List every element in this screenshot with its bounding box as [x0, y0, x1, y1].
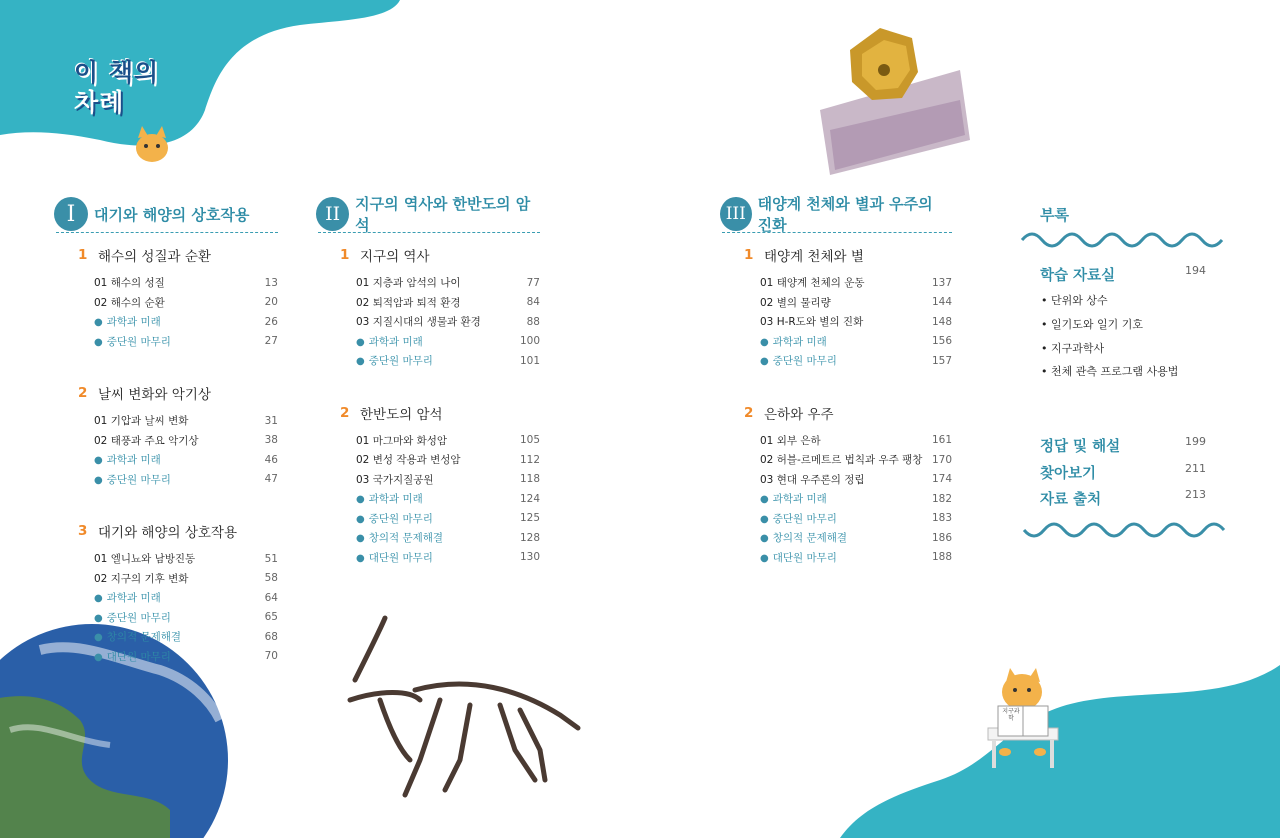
- section-title: 대기와 해양의 상호작용: [94, 205, 250, 224]
- chapter-number: 1: [78, 247, 88, 263]
- toc-entry[interactable]: ● 중단원 마무리 183: [760, 509, 952, 529]
- toc-entry[interactable]: ● 중단원 마무리 157: [760, 351, 952, 371]
- toc-entry[interactable]: ● 과학과 미래 124: [356, 489, 540, 509]
- telescope-image: [820, 28, 970, 175]
- toc-entry[interactable]: ● 대단원 마무리 130: [356, 548, 540, 568]
- appendix-top-wave: [1022, 234, 1222, 246]
- chapter-title: 한반도의 암석: [360, 406, 443, 423]
- toc-entry[interactable]: ● 과학과 미래 182: [760, 489, 952, 509]
- toc-entry[interactable]: 03 현대 우주론의 정립 174: [760, 473, 952, 486]
- toc-entry[interactable]: ● 과학과 미래 26: [94, 312, 278, 332]
- toc-entry[interactable]: 01 외부 은하 161: [760, 434, 952, 447]
- appendix-bottom-wave: [1024, 524, 1224, 536]
- toc-entry[interactable]: 02 지구의 기후 변화 58: [94, 572, 278, 585]
- page-title: [74, 58, 159, 118]
- toc-entry[interactable]: ● 대단원 마무리 70: [94, 647, 278, 667]
- toc-entry[interactable]: 03 국가지질공원 118: [356, 473, 540, 486]
- toc-entry[interactable]: 01 엘니뇨와 남방진동 51: [94, 552, 278, 566]
- title-line-2: 차례: [74, 88, 125, 117]
- chapter: [318, 401, 540, 568]
- chapter-number: 3: [78, 523, 88, 539]
- toc-entry[interactable]: 01 지층과 암석의 나이 77: [356, 276, 540, 290]
- toc-entry[interactable]: ● 창의적 문제해결 186: [760, 528, 952, 548]
- toc-entry[interactable]: 02 허블-르메트르 법칙과 우주 팽창 170: [760, 453, 952, 467]
- appendix-bullet: • 단위와 상수: [1041, 292, 1108, 308]
- section-2: [318, 195, 540, 567]
- toc-entry[interactable]: ● 창의적 문제해결 128: [356, 528, 540, 548]
- toc-entry[interactable]: ● 중단원 마무리 27: [94, 332, 278, 352]
- section-numeral: III: [720, 197, 752, 231]
- toc-entry[interactable]: ● 과학과 미래 100: [356, 332, 540, 352]
- toc-entry[interactable]: 02 별의 물리량 144: [760, 296, 952, 309]
- chapter: [722, 243, 952, 371]
- dinosaur-skeleton-image: [350, 618, 578, 795]
- chapter: [56, 243, 278, 351]
- section-1: [56, 198, 278, 666]
- chapter: [722, 401, 952, 568]
- book-cover-text: 지구과학: [1002, 708, 1020, 722]
- chapter: [318, 243, 540, 371]
- toc-entry[interactable]: ● 중단원 마무리 65: [94, 608, 278, 628]
- chapter-title: 태양계 천체와 별: [764, 249, 864, 265]
- appendix-study-link[interactable]: 학습 자료실 194: [1040, 264, 1206, 284]
- toc-entry[interactable]: 03 H-R도와 별의 진화 148: [760, 315, 952, 329]
- chapter-number: 2: [78, 385, 88, 401]
- chapter-number: 2: [744, 404, 754, 421]
- toc-entry[interactable]: ● 과학과 미래 64: [94, 588, 278, 608]
- toc-entry[interactable]: 03 지질시대의 생물과 환경 88: [356, 315, 540, 329]
- toc-entry[interactable]: 01 마그마와 화성암 105: [356, 434, 540, 447]
- appendix-bullet: • 일기도와 일기 기호: [1041, 316, 1143, 332]
- toc-entry[interactable]: ● 창의적 문제해결 68: [94, 627, 278, 647]
- toc-entry[interactable]: 02 태풍과 주요 악기상 38: [94, 434, 278, 447]
- appendix-sources-link[interactable]: 자료 출처 213: [1040, 488, 1206, 508]
- section-title: 지구의 역사와 한반도의 암석: [355, 195, 531, 234]
- section-header: [722, 195, 952, 234]
- appendix-index-link[interactable]: 찾아보기 211: [1040, 462, 1206, 482]
- toc-entry[interactable]: ● 중단원 마무리 101: [356, 351, 540, 371]
- section-title: 태양계 천체와 별과 우주의 진화: [757, 195, 933, 234]
- toc-entry[interactable]: 02 퇴적암과 퇴적 환경 84: [356, 296, 540, 309]
- chapter-title: 지구의 역사: [360, 249, 430, 265]
- toc-entry[interactable]: ● 중단원 마무리 125: [356, 509, 540, 529]
- toc-entry[interactable]: ● 과학과 미래 156: [760, 332, 952, 352]
- top-left-wave: [0, 0, 400, 146]
- section-header: [56, 198, 278, 233]
- chapter-number: 2: [340, 404, 350, 421]
- section-numeral: II: [316, 197, 349, 231]
- chapter: [56, 519, 278, 666]
- toc-entry[interactable]: ● 대단원 마무리 188: [760, 548, 952, 568]
- toc-entry[interactable]: 02 변성 작용과 변성암 112: [356, 453, 540, 467]
- appendix-title: 부록: [1040, 206, 1069, 224]
- chapter-title: 날씨 변화와 악기상: [98, 387, 211, 403]
- appendix-answers-link[interactable]: 정답 및 해설 199: [1040, 435, 1206, 455]
- appendix-bullet: • 지구과학사: [1041, 340, 1104, 356]
- chapter-title: 은하와 우주: [764, 406, 834, 423]
- title-line-1: 이 책의: [74, 58, 160, 87]
- toc-entry[interactable]: ● 과학과 미래 46: [94, 450, 278, 470]
- chapter: [56, 381, 278, 489]
- toc-entry[interactable]: 02 해수의 순환 20: [94, 296, 278, 309]
- toc-entry[interactable]: 01 기압과 날씨 변화 31: [94, 414, 278, 428]
- chapter-title: 해수의 성질과 순환: [98, 249, 211, 265]
- chapter-number: 1: [340, 247, 350, 263]
- section-3: [722, 195, 952, 567]
- toc-entry[interactable]: 01 태양계 천체의 운동 137: [760, 276, 952, 290]
- toc-entry[interactable]: 01 해수의 성질 13: [94, 276, 278, 290]
- bottom-right-wave: [840, 665, 1280, 838]
- section-numeral: I: [54, 197, 88, 231]
- toc-entry[interactable]: ● 중단원 마무리 47: [94, 470, 278, 490]
- chapter-title: 대기와 해양의 상호작용: [98, 525, 237, 541]
- chapter-number: 1: [744, 247, 754, 263]
- section-header: [318, 195, 540, 234]
- appendix-bullet: • 천체 관측 프로그램 사용법: [1041, 363, 1178, 379]
